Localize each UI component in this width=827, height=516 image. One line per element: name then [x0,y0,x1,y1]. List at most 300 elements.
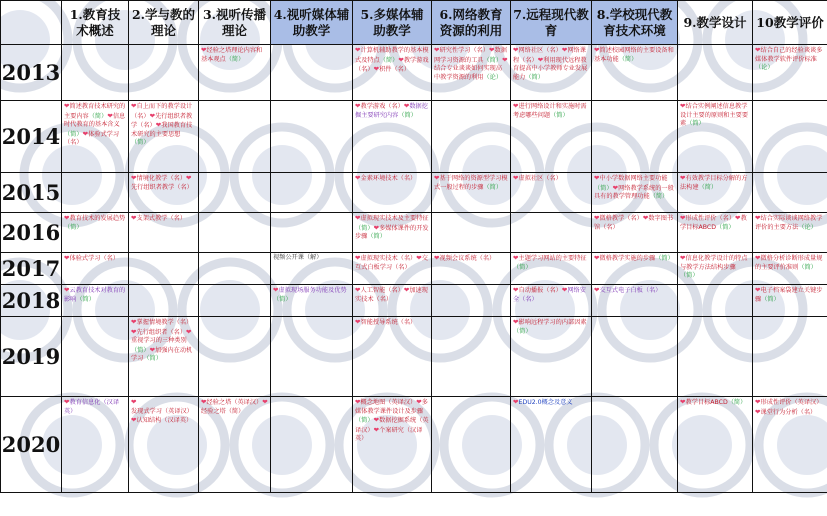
table-row [1,285,827,317]
question-text: 微格分析诊断形成量规的主要评价准则 [755,255,823,271]
topic-cell [678,173,753,213]
topic-cell [62,101,129,173]
heart-icon: ❤ [355,254,361,262]
topic-cell [271,45,353,101]
topic-cell [199,173,271,213]
question-text: 先行组织者教学（名） [131,112,193,130]
question-entry [755,399,822,406]
question-entry [131,329,186,336]
year-cell: 2015 [1,173,62,213]
question-entry [201,47,262,63]
topic-cell [511,397,592,493]
heart-icon: ❤ [155,121,162,130]
heart-icon: ❤ [594,46,600,54]
question-text: 有效教学目标分解的方法构建 [680,175,748,191]
question-entry [273,287,347,303]
question-entry [273,254,323,261]
header-topic: 6.网络教育资源的利用 [432,1,511,45]
heart-icon: ❤ [355,286,361,294]
topic-cell [432,317,511,397]
question-type-mark: （简） [761,295,780,303]
question-entry [513,319,587,335]
heart-icon: ❤ [107,111,113,120]
heart-icon: ❤ [680,254,686,262]
question-text: 虚拟社区（名） [518,175,562,182]
topic-cell [129,45,199,101]
question-type-mark: （简） [64,130,83,138]
question-entry [355,103,404,110]
question-text: 加强内在动机学习 [131,346,193,363]
topic-cell [432,397,511,493]
heart-icon: ❤ [735,214,741,222]
header-topic: 3.视听传播理论 [199,1,271,45]
question-type-mark: （简） [649,193,669,201]
topic-cell [678,45,753,101]
heart-icon: ❤ [403,102,410,110]
topic-cell [753,213,827,253]
heart-icon: ❤ [513,102,519,110]
heart-icon: ❤ [594,174,600,182]
topic-cell [129,285,199,317]
year-cell: 2020 [1,397,62,493]
topic-cell [432,253,511,285]
heart-icon: ❤ [355,46,361,54]
table-row [1,317,827,397]
question-text: 体验式学习（名） [64,130,120,147]
question-entry [513,175,562,182]
heart-icon: ❤ [64,102,70,110]
topic-cell [592,285,678,317]
heart-icon: ❤ [131,102,137,110]
table-row [1,45,827,101]
topic-cell [432,213,511,253]
heart-icon: ❤ [131,398,137,406]
topic-cell [129,213,199,253]
question-text: 结合专业谈谈如何实现高中教学资源的利用 [434,65,503,81]
question-entry [131,399,193,415]
topic-cell [129,253,199,285]
question-entry [355,399,416,406]
heart-icon: ❤ [537,55,544,64]
table-row [1,213,827,253]
topic-cell [753,101,827,173]
heart-icon: ❤ [131,318,137,326]
question-text: 数据挖掘主要研究内容 [355,103,428,119]
question-entry [513,103,587,119]
question-text: 中小学数据网络主要功能 [599,175,668,182]
question-text: 网络社区（名） [518,47,562,54]
table-row [1,253,827,285]
question-entry [434,175,508,191]
topic-cell [432,101,511,173]
topic-cell [678,317,753,397]
question-type-mark: （简） [655,255,674,262]
table-header [1,1,827,45]
heart-icon: ❤ [64,286,70,294]
heart-icon: ❤ [373,65,380,74]
topic-cell [678,253,753,285]
heart-icon: ❤ [186,174,192,182]
question-entry [131,417,192,424]
topic-cell [353,285,432,317]
topic-cell [199,101,271,173]
question-entry [594,215,643,222]
question-text: 加速现实技术（名） [355,287,428,303]
question-entry [355,255,416,262]
question-entry [64,399,119,415]
question-entry [355,319,416,326]
topic-cell [271,285,353,317]
topic-cell [199,317,271,397]
heart-icon: ❤ [64,214,70,222]
header-topic: 8.学校现代教育技术环境 [592,1,678,45]
question-text: 研究性学习（名） [439,47,490,54]
question-text: 人工智能（名） [360,287,404,294]
question-text: 先行组织者（名） [136,328,187,336]
question-text: 支架式教学（名） [136,215,187,222]
question-text: 信息时代教育的基本含义 [64,112,126,129]
question-text: 多媒体课件的开发步骤 [355,224,429,241]
topic-cell [199,213,271,253]
topic-cell [271,213,353,253]
topic-cell [271,253,353,285]
topic-cell [271,397,353,493]
heart-icon: ❤ [403,286,410,294]
heart-icon: ❤ [355,398,361,406]
question-text: 视频公开课（解） [273,254,323,261]
question-text: 教育信息化（汉译英） [64,399,120,415]
question-text: 电子档案袋建立关键步骤 [755,287,823,303]
topic-cell [353,213,432,253]
question-type-mark: （简） [513,263,532,271]
year-cell: 2016 [1,213,62,253]
question-text: 教学游戏（名） [355,56,429,74]
question-entry [64,215,125,231]
heart-icon: ❤ [373,223,380,232]
question-type-mark: （简） [594,184,613,192]
question-text: 数据挖掘系统（英译汉） [355,417,429,434]
heart-icon: ❤ [755,407,761,416]
heart-icon: ❤ [642,214,649,222]
topic-cell [199,397,271,493]
topic-cell [511,213,592,253]
heart-icon: ❤ [612,183,619,192]
heart-icon: ❤ [755,46,761,54]
header-topic: 5.多媒体辅助教学 [353,1,432,45]
topic-cell [592,101,678,173]
question-text: 教学目标ABCD [680,215,747,231]
topic-cell [271,173,353,213]
topic-cell [62,285,129,317]
table-row [1,173,827,213]
question-entry [131,319,192,326]
question-text: 掌握情境教学（名） [136,319,193,326]
topic-cell [753,253,827,285]
question-text: 数据网学习资源的工具 [434,47,507,64]
topic-cell [592,173,678,213]
question-entry [680,399,746,406]
question-type-mark: （简） [131,346,150,354]
question-entry [755,47,822,71]
question-text: 体验式学习（名） [69,255,120,262]
topic-cell [592,317,678,397]
question-entry [513,399,573,406]
heart-icon: ❤ [594,214,600,222]
topic-cell [592,253,678,285]
question-text: 云教育技术对教育的影响 [64,287,126,303]
question-type-mark: （简） [698,183,718,191]
question-text: 微格教学实施的步骤 [599,255,656,262]
topic-cell [62,397,129,493]
question-text: 信息化教学设计的特点与教学方法结构步骤 [680,255,748,271]
question-text: 自动播报（名） [518,287,562,294]
question-text: 视频会议系统（名） [439,255,496,262]
heart-icon: ❤ [355,214,361,222]
question-text: 微格教学（名） [599,215,643,222]
question-entry [434,255,495,262]
year-cell: 2017 [1,253,62,285]
header-year-corner [1,1,62,45]
question-type-mark: （简） [88,112,108,120]
question-entry [594,255,674,262]
heart-icon: ❤ [594,254,600,262]
question-text: 形成性评价（名） [685,215,736,222]
heart-icon: ❤ [262,398,268,406]
question-entry [680,175,747,191]
table-body [1,45,827,493]
heart-icon: ❤ [680,174,686,182]
topic-cell [129,101,199,173]
topic-cell [199,285,271,317]
question-type-mark: （简） [225,55,245,63]
question-entry [201,399,262,406]
heart-icon: ❤ [755,254,761,262]
heart-icon: ❤ [131,214,137,222]
topic-cell [753,317,827,397]
heart-icon: ❤ [434,254,440,262]
question-type-mark: （简） [355,417,374,425]
topic-cell [271,317,353,397]
question-text: 基于网络的资源型学习模式一般过程的步骤 [434,175,508,191]
question-type-mark: （简） [680,272,699,280]
question-type-mark: （论） [483,73,503,81]
header-topic: 10教学评价 [753,1,827,45]
question-entry [513,47,562,54]
heart-icon: ❤ [131,327,137,336]
question-entry [755,287,822,303]
heart-icon: ❤ [755,214,761,222]
question-type-mark: （简） [513,327,532,335]
heart-icon: ❤ [755,398,761,406]
question-text: 计算机辅助教学的基本模式及特点 [355,47,429,64]
question-type-mark: （简） [618,55,638,63]
question-text: 形成性评价（英译汉） [760,399,823,406]
question-type-mark: （简） [367,233,386,241]
topic-cell [353,397,432,493]
question-text: 情境化教学（名） [136,175,187,182]
topic-cell [353,173,432,213]
header-topic: 1.教育技术概述 [62,1,129,45]
header-topic: 4.视听媒体辅助教学 [271,1,353,45]
question-text: 网络安全（名） [513,287,586,303]
question-text: 交互式电子白板（名） [599,287,662,294]
topic-cell [753,173,827,213]
question-text: 利用现代远程教育提高中小学教师专业发展能力 [513,56,588,81]
topic-cell [62,317,129,397]
question-type-mark: （论） [798,223,817,231]
question-text: 课堂行为分析（名） [760,408,817,416]
question-type-mark: （简） [143,355,162,363]
question-text: 概念地图（英译汉） [360,399,417,406]
heart-icon: ❤ [513,46,519,54]
question-text: 主题学习网站的主要特征 [518,255,587,262]
topic-cell [271,101,353,173]
question-entry [594,287,661,294]
question-type-mark: （简） [716,223,735,231]
question-text: 教学目标ABCD [685,399,728,406]
question-type-mark: （论） [755,64,774,72]
question-entry [355,287,404,294]
topic-cell [678,285,753,317]
heart-icon: ❤ [355,102,361,110]
heart-icon: ❤ [201,46,207,54]
topic-cell [753,45,827,101]
year-cell: 2013 [1,45,62,101]
header-topic: 7.远程现代教育 [511,1,592,45]
question-text: 经验之塔（简） [201,407,245,415]
header-topic: 9.教学设计 [678,1,753,45]
question-type-mark: （简） [64,223,83,231]
heart-icon: ❤ [489,46,495,54]
topic-cell [511,317,592,397]
heart-icon: ❤ [149,345,156,354]
question-text: 个案研究（汉译英） [355,426,423,443]
heart-icon: ❤ [513,254,519,262]
question-text: 虚拟现实技术（名） [360,255,417,262]
topic-cell [511,253,592,285]
heart-icon: ❤ [416,398,422,406]
question-text: 认知结构（汉译英） [136,417,193,425]
heart-icon: ❤ [513,398,519,406]
topic-cell [592,45,678,101]
question-text: 重视学习的三种类别 [131,337,187,345]
heart-icon: ❤ [149,111,156,120]
topic-cell [129,317,199,397]
heart-icon: ❤ [434,174,440,182]
question-type-mark: （简） [550,111,569,119]
topic-cell [678,397,753,493]
question-text: 网络教学系统的一般具有的教学管理功能 [594,184,674,201]
question-text: 虚拟现场服务功能及优势 [278,287,347,294]
heart-icon: ❤ [186,327,192,336]
topic-cell [353,253,432,285]
question-type-mark: （简） [483,183,503,191]
topic-cell [432,173,511,213]
question-text: 简述教育技术研究的主要内容 [64,103,126,120]
question-entry [680,215,735,222]
topic-cell [199,45,271,101]
question-text: 教育技术的发展趋势 [69,215,126,222]
topic-cell [353,101,432,173]
heart-icon: ❤ [561,286,568,294]
topic-cell [511,45,592,101]
question-entry [680,103,748,127]
topic-cell [592,213,678,253]
topic-cell [129,397,199,493]
heart-icon: ❤ [434,46,440,54]
topic-cell [62,213,129,253]
question-entry [680,255,747,279]
question-text: 进行网络设计和实施时需考虑哪些问题 [513,103,587,119]
heart-icon: ❤ [201,398,207,406]
question-type-mark: （简） [273,295,292,303]
topic-cell [592,397,678,493]
header-topic: 2.学与教的理论 [129,1,199,45]
question-type-mark: （简） [131,139,150,147]
question-entry [755,409,816,416]
question-type-mark: （简） [798,263,817,271]
topic-cell [511,101,592,173]
heart-icon: ❤ [131,174,137,182]
heart-icon: ❤ [416,254,422,262]
topic-cell [353,317,432,397]
topic-cell [432,45,511,101]
question-text: 我国教育技术研究的主要思想 [131,122,193,138]
heart-icon: ❤ [131,416,137,425]
heart-icon: ❤ [502,55,508,64]
topic-cell [199,253,271,285]
topic-cell [511,285,592,317]
question-type-mark: （简） [76,295,95,303]
heart-icon: ❤ [513,286,519,294]
question-type-mark: （简） [686,120,705,128]
question-text: 结合实际谈谈网络教学评价的主要方法 [755,215,823,231]
question-entry [374,66,410,73]
table-row [1,397,827,493]
heart-icon: ❤ [755,286,761,294]
question-type-mark: （简） [355,224,374,232]
heart-icon: ❤ [355,318,361,326]
question-type-mark: （简） [525,73,544,81]
question-text: 经验之塔理论内容和基本观点 [201,47,263,63]
question-entry [513,255,587,271]
heart-icon: ❤ [398,55,404,64]
topic-cell [678,101,753,173]
question-text: 自上而下的教学设计（名） [131,103,193,120]
heart-icon: ❤ [273,286,279,294]
question-text: 虚拟现实技术及主要特征 [360,215,429,222]
question-entry [64,255,119,262]
question-entry [755,255,822,271]
heart-icon: ❤ [64,254,70,262]
question-text: 经验之塔（英译汉） [206,399,263,406]
question-text: 影响远程学习的内部因素 [518,319,587,326]
heart-icon: ❤ [680,102,686,110]
question-entry [513,287,562,294]
question-type-mark: （简） [727,399,747,406]
year-cell: 2014 [1,101,62,173]
heart-icon: ❤ [513,318,519,326]
question-text: 网络课程（名） [513,47,586,64]
question-text: 交互式白板学习（名） [355,255,428,271]
question-text: 智能授导系统（名） [360,319,417,326]
question-entry [131,175,186,182]
question-entry [355,175,416,182]
question-entry [755,215,822,231]
heart-icon: ❤ [64,398,70,406]
question-text: 发现式学习（英译汉） [131,407,193,415]
heart-icon: ❤ [680,214,686,222]
